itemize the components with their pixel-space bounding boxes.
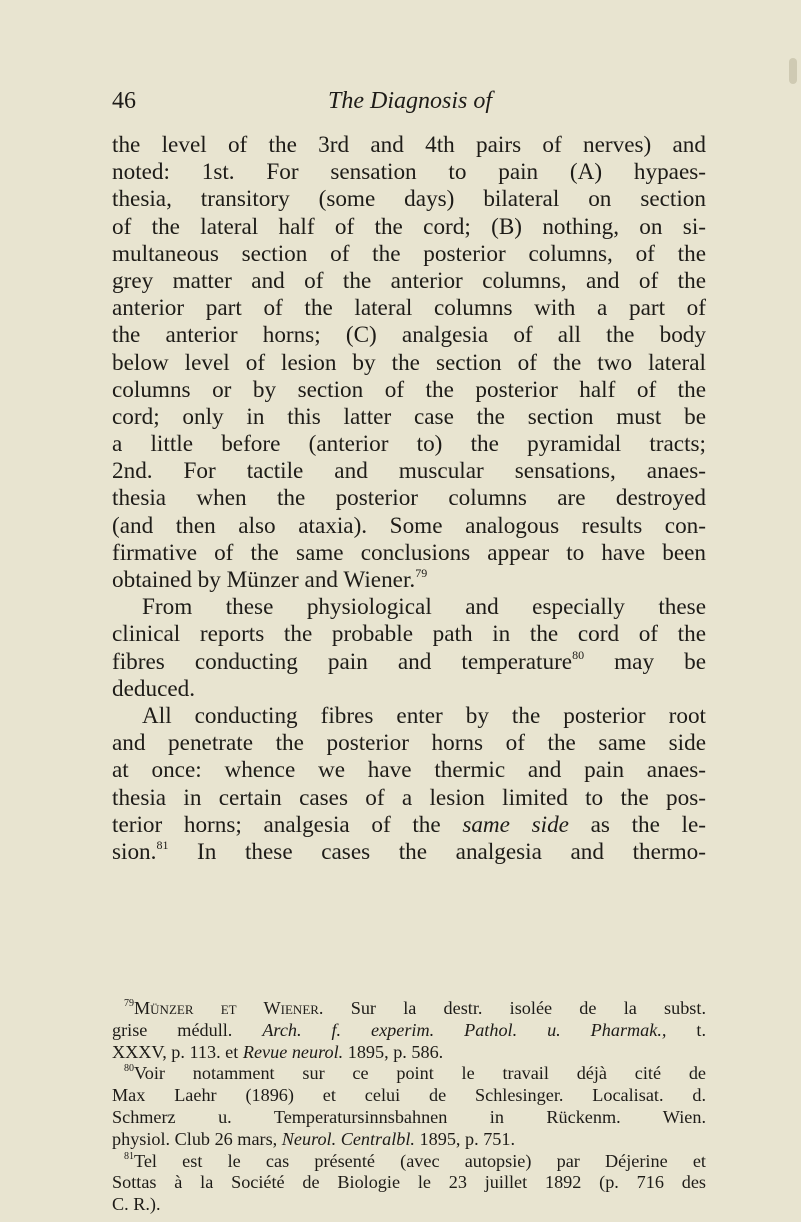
footnote-line: Schmerz u. Temperatursinnsbahnen in Rückenm. Wien. xyxy=(112,1106,706,1127)
footnote-ref-80: 80 xyxy=(572,647,585,662)
text-line: multaneous section of the posterior columns, of the xyxy=(112,240,706,267)
text-line: thesia in certain cases of a lesion limited to the pos- xyxy=(112,784,706,811)
footnote-ref-79: 79 xyxy=(415,566,428,580)
emphasis-text: same side xyxy=(462,811,569,838)
body-text xyxy=(112,132,706,866)
footnote-text: Tel est le cas présenté (avec autopsie) par Déjerine et xyxy=(134,1150,706,1171)
text-line xyxy=(112,839,706,866)
text-line: cord; only in this latter case the section must be xyxy=(112,403,706,430)
footnote-text: t. xyxy=(666,1019,706,1040)
text-line xyxy=(112,812,706,839)
footnote-80 xyxy=(112,1063,706,1085)
footnote-text: 1895, p. 751. xyxy=(414,1128,516,1149)
footnote-text: XXXV, p. 113. et xyxy=(112,1041,243,1062)
text-line: columns or by section of the posterior half of the xyxy=(112,376,706,403)
footnote-79 xyxy=(112,998,706,1020)
text-line xyxy=(112,567,706,594)
text-line: All conducting fibres enter by the posterior root xyxy=(142,702,706,729)
text-line: and penetrate the posterior horns of the same side xyxy=(112,730,706,757)
text-line: thesia, transitory (some days) bilateral on section xyxy=(112,186,706,213)
line-text: may be xyxy=(584,648,706,675)
journal-title: Neurol. Centralbl. xyxy=(281,1128,415,1149)
text-line: the anterior horns; (C) analgesia of all the body xyxy=(112,322,706,349)
footnote-line: Max Laehr (1896) et celui de Schlesinger. Localisat. d. xyxy=(112,1085,706,1106)
footnote-text: 1895, p. 586. xyxy=(343,1041,444,1062)
footnote-author: Münzer et Wiener. xyxy=(134,998,324,1018)
footnote-line xyxy=(112,1129,706,1151)
text-line: at once: whence we have thermic and pain anaes- xyxy=(112,757,706,784)
text-line: clinical reports the probable path in the cord of the xyxy=(112,621,706,648)
footnote-line xyxy=(112,1042,706,1064)
footnote-marker: 79 xyxy=(124,998,134,1009)
line-text: obtained by Münzer and Wiener. xyxy=(112,567,416,593)
text-line: 2nd. For tactile and muscular sensations, anaes- xyxy=(112,458,706,485)
footnote-line xyxy=(112,1020,706,1042)
running-title: The Diagnosis of xyxy=(328,88,493,114)
text-line: (and then also ataxia). Some analogous results con- xyxy=(112,512,706,539)
text-line: the level of the 3rd and 4th pairs of nerves) and xyxy=(112,132,706,158)
footnote-ref-81: 81 xyxy=(156,837,169,852)
footnote-marker: 81 xyxy=(124,1150,134,1162)
line-text: terior horns; analgesia of the xyxy=(112,811,463,838)
footnote-text: Sur la destr. isolée de la subst. xyxy=(323,998,706,1018)
footnote-text: Voir notamment sur ce point le travail déjà cité de xyxy=(134,1063,706,1084)
footnote-line: Sottas à la Société de Biologie le 23 juillet 1892 (p. 716 des xyxy=(112,1172,706,1193)
page-header xyxy=(112,88,712,128)
line-text: sion. xyxy=(112,838,157,865)
journal-title: Arch. f. experim. Pathol. u. Pharmak., xyxy=(262,1019,667,1040)
text-line: a little before (anterior to) the pyramidal tracts; xyxy=(112,431,706,458)
line-text: In these cases the analgesia and thermo- xyxy=(168,838,706,865)
text-line: noted: 1st. For sensation to pain (A) hypaes- xyxy=(112,159,706,186)
text-line: thesia when the posterior columns are destroyed xyxy=(112,485,706,512)
text-line: firmative of the same conclusions appear to have been xyxy=(112,539,706,566)
footnotes xyxy=(112,998,706,1216)
journal-title: Revue neurol. xyxy=(242,1041,344,1062)
text-line: deduced. xyxy=(112,675,196,702)
text-line: grey matter and of the anterior columns, and of the xyxy=(112,267,706,294)
text-line xyxy=(112,649,706,676)
page-stain xyxy=(789,58,797,84)
footnote-text: physiol. Club 26 mars, xyxy=(112,1128,282,1149)
text-line: From these physiological and especially these xyxy=(142,594,706,621)
line-text: as the le- xyxy=(568,811,706,838)
footnote-81 xyxy=(112,1151,706,1173)
text-line: anterior part of the lateral columns with a part of xyxy=(112,295,706,322)
footnote-marker: 80 xyxy=(124,1063,134,1075)
footnote-line: C. R.). xyxy=(112,1194,161,1215)
page-number: 46 xyxy=(112,88,136,114)
text-line: below level of lesion by the section of the two lateral xyxy=(112,349,706,376)
line-text: fibres conducting pain and temperature xyxy=(112,648,573,675)
footnote-text: grise médull. xyxy=(112,1019,263,1040)
text-line: of the lateral half of the cord; (B) nothing, on si- xyxy=(112,213,706,240)
